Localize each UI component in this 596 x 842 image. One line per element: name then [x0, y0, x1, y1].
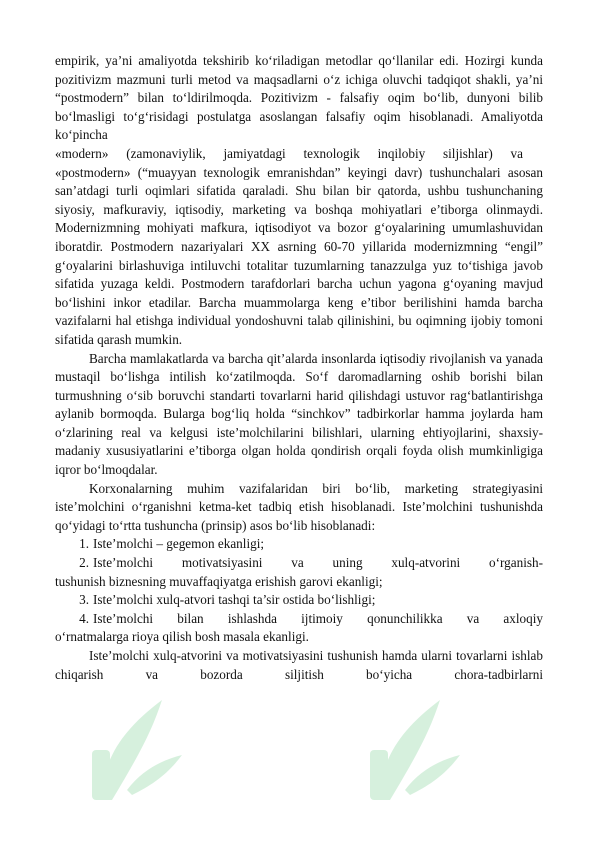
paragraph: «postmodern» (“muayyan texnologik emranishdan” keyingi davr) tushunchalari asosan san’atdagi turli oqimlari sifatida qaraladi. Shu bilan bir qatorda, ushbu tushunchaning siyosiy, mafkuraviy, iqtisodiy, marketing va boshqa mohiyatlari e’tiborga olinmaydi. Modernizmning mohiyati mafkura, iqtisodiyot va bozor g‘oyalarining umumlashuvidan iboratdir. Postmodern nazariyalari XX asrning 60-70 yillarida modernizmning “engil” g‘oyalarini birlashuviga intiluvchi totalitar tuzumlarning tanazzulga yuz to‘tishiga javob sifatida yuzaga keldi. Postmodern tarafdorlari barcha uchun yagona g‘oyaning mavjud bo‘lishini inkor etadilar. Barcha muammolarga keng e’tibor berilishini hamda barcha vazifalarni hal etishga individual yondoshuvni talab qilinishini, bu oqimning ijobiy tomoni sifatida qarash mumkin.	[55, 164, 543, 347]
list-text-continuation: tushunish biznesning muvaffaqiyatga erishish garovi ekanligi;	[55, 573, 383, 589]
watermark-logo-icon	[360, 690, 470, 810]
paragraph: Barcha mamlakatlarda va barcha qit’alarda insonlarda iqtisodiy rivojlanish va yanada mustaqil bo‘lishga intilish ko‘zatilmoqda. So‘f daromadlarning oshib borishi bilan turmushning o‘sib boruvchi standarti tovarlarni harid qilishdagi ustuvor rag‘batlantirishga aylanib bormoqda. Bularga bog‘liq holda “sinchkov” tadbirkorlar hamma joylarda ham o‘zlarining real va kelgusi iste’molchilarini bilishlari, ularning ehtiyojlarini, shaxsiy-madaniy xususiyatlarini e’tiborga olgan holda qondirish orqali foyda olish mumkinligiga iqror bo‘lmoqdalar.	[55, 350, 543, 478]
list-text: Iste’molchi motivatsiyasini va uning xulq-atvorini o‘rganish-	[93, 555, 543, 571]
watermark-logo-icon	[82, 690, 192, 810]
list-item	[55, 610, 543, 629]
list-text: Iste’molchi bilan ishlashda ijtimoiy qonunchilikka va axloqiy	[93, 610, 543, 626]
list-number: 3.	[79, 592, 89, 608]
paragraph: «modern» (zamonaviylik, jamiyatdagi texnologik inqilobiy siljishlar) va	[55, 145, 523, 161]
paragraph: empirik, ya’ni amaliyotda tekshirib ko‘riladigan metodlar qo‘llanilar edi. Hozirgi kunda pozitivizm mazmuni turli metod va maqsadlarni o‘z ichiga oluvchi tadqiqot shakli, ya’ni “postmodern” bilan to‘ldirilmoqda. Pozitivizm - falsafiy oqim bo‘lib, dunyoni bilib bo‘lmasligi to‘g‘risidagi postulatga asoslangan falsafiy oqim hisoblanadi. Amaliyotda ko‘pincha	[55, 53, 543, 143]
list-text: Iste’molchi – gegemon ekanligi;	[93, 536, 265, 552]
document-page	[55, 52, 543, 684]
principles-list	[55, 535, 543, 647]
list-item	[55, 535, 543, 554]
list-number: 2.	[79, 555, 89, 571]
list-item	[55, 554, 543, 573]
list-text: Iste’molchi xulq-atvori tashqi ta’sir ostida bo‘lishligi;	[93, 592, 376, 608]
list-number: 4.	[79, 610, 89, 626]
paragraph: Iste’molchi xulq-atvorini va motivatsiyasini tushunish hamda ularni tovarlarni ishlab chiqarish va bozorda siljitish bo‘yicha chora-tadbirlarni	[55, 648, 543, 682]
paragraph: Korxonalarning muhim vazifalaridan biri bo‘lib, marketing strategiyasini iste’molchini o‘rganishni ketma-ket tadbiq etish hisoblanadi. Iste’molchini tushunishda qo‘yidagi to‘rtta tushuncha (prinsip) asos bo‘lib hisoblanadi:	[55, 480, 543, 533]
list-item	[55, 591, 543, 610]
list-text-continuation: o‘rnatmalarga rioya qilish bosh masala ekanligi.	[55, 629, 309, 645]
list-number: 1.	[79, 536, 89, 552]
